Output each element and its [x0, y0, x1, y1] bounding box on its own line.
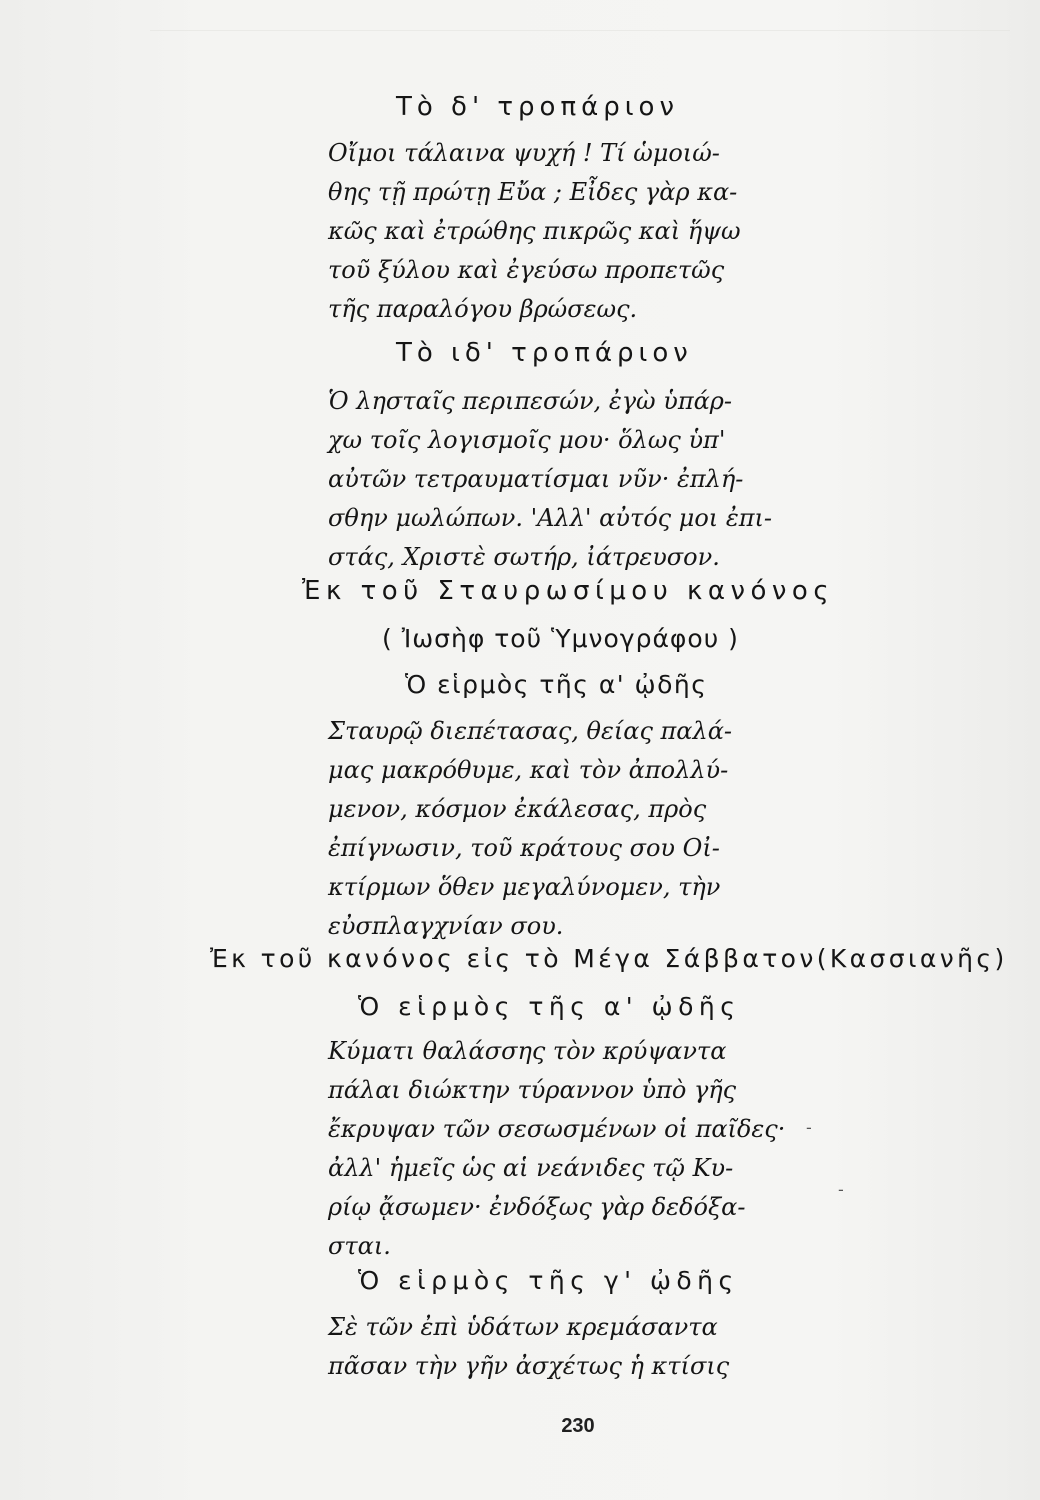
verse-line: θης τῇ πρώτῃ Εὔα ; Εἶδες γὰρ κα-	[328, 178, 738, 206]
troparion-4-heading: Τὸ δ' τροπάριον	[396, 92, 679, 122]
verse-line: Κύματι θαλάσσης τὸν κρύψαντα	[328, 1037, 727, 1065]
verse-line: εὐσπλαγχνίαν σου.	[328, 912, 564, 940]
verse-line: Σταυρῷ διεπέτασας, θείας παλά-	[328, 717, 733, 745]
bleed-through-shadow	[150, 30, 1010, 45]
verse-line: ἐπίγνωσιν, τοῦ κράτους σου Οἰ-	[328, 834, 720, 862]
stray-mark: -	[838, 1180, 844, 1199]
verse-line: στάς, Χριστὲ σωτήρ, ἰάτρευσον.	[328, 543, 720, 571]
verse-line: μας μακρόθυμε, καὶ τὸν ἀπολλύ-	[328, 756, 729, 784]
verse-line: κτίρμων ὅθεν μεγαλύνομεν, τὴν	[328, 873, 721, 901]
stavrosimos-canon-heading: Ἐκ τοῦ Σταυρωσίμου κανόνος	[302, 576, 835, 606]
verse-line: χω τοῖς λογισμοῖς μου· ὅλως ὑπ'	[328, 426, 726, 454]
troparion-4-text	[328, 134, 741, 329]
verse-line: αὐτῶν τετραυματίσμαι νῦν· ἐπλή-	[328, 465, 744, 493]
stavrosimos-irmos-heading: Ὁ εἱρμὸς τῆς α' ᾠδῆς	[405, 670, 708, 699]
verse-line: κῶς καὶ ἐτρώθης πικρῶς καὶ ἥψω	[328, 217, 741, 245]
verse-line: ἀλλ' ἡμεῖς ὡς αἱ νεάνιδες τῷ Κυ-	[328, 1154, 734, 1182]
verse-line: τῆς παραλόγου βρώσεως.	[328, 295, 638, 323]
kassiani-irmos-3-heading: Ὁ εἱρμὸς τῆς γ' ᾠδῆς	[358, 1266, 739, 1295]
verse-line: ρίῳ ᾄσωμεν· ἐνδόξως γὰρ δεδόξα-	[328, 1193, 746, 1221]
verse-line: σται.	[328, 1232, 391, 1260]
verse-line: τοῦ ξύλου καὶ ἐγεύσω προπετῶς	[328, 256, 725, 284]
verse-line: Ὁ λησταῖς περιπεσών, ἐγὼ ὑπάρ-	[328, 387, 733, 415]
troparion-14-text	[328, 382, 772, 577]
troparion-14-heading: Τὸ ιδ' τροπάριον	[396, 338, 693, 368]
kassiani-irmos-3-text	[328, 1308, 729, 1386]
verse-line: ἔκρυψαν τῶν σεσωσμένων οἱ παῖδες·	[328, 1115, 786, 1143]
verse-line: Οἴμοι τάλαινα ψυχή ! Τί ὡμοιώ-	[328, 139, 720, 167]
verse-line: πάλαι διώκτην τύραννον ὑπὸ γῆς	[328, 1076, 737, 1104]
kassiani-canon-heading: Ἐκ τοῦ κανόνος εἰς τὸ Μέγα Σάββατον(Κασσιανῆς)	[210, 944, 1008, 973]
stavrosimos-author: ( Ἰωσὴφ τοῦ Ὑμνογράφου )	[382, 624, 739, 653]
page-number: 230	[561, 1415, 595, 1437]
kassiani-irmos-1-heading: Ὁ εἱρμὸς τῆς α' ᾠδῆς	[358, 992, 741, 1021]
stray-mark: -	[806, 1118, 812, 1137]
kassiani-irmos-1-text	[328, 1032, 785, 1266]
verse-line: μενον, κόσμον ἐκάλεσας, πρὸς	[328, 795, 707, 823]
verse-line: σθην μωλώπων. 'Αλλ' αὐτός μοι ἐπι-	[328, 504, 772, 532]
stavrosimos-irmos-text	[328, 712, 732, 946]
verse-line: Σὲ τῶν ἐπὶ ὑδάτων κρεμάσαντα	[328, 1313, 718, 1341]
verse-line: πᾶσαν τὴν γῆν ἀσχέτως ἡ κτίσις	[328, 1352, 730, 1380]
